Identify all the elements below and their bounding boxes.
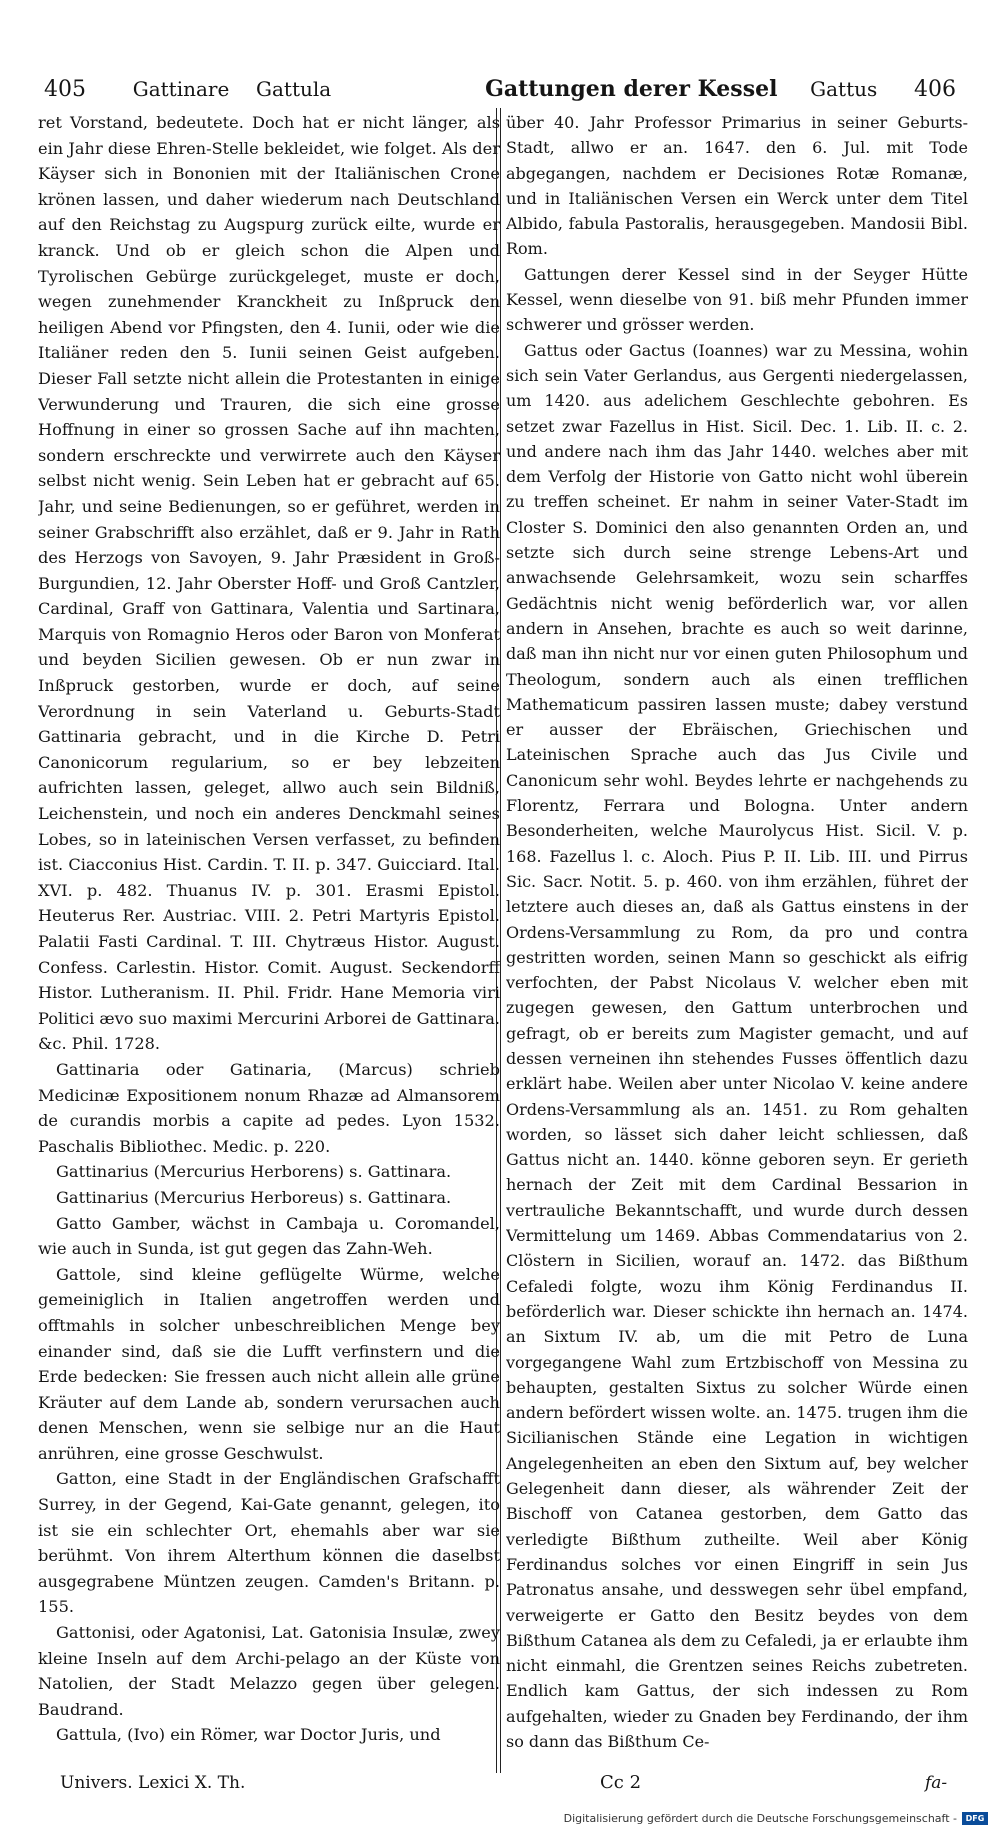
paragraph-text: ret Vorstand, bedeutete. Doch hat er nicht länger, als ein Jahr diese Ehren-Stelle bekleidet, wie folget. Als der Käyser sich in Bononien mit der Italiänischen Crone krönen lassen, und daher wiederum nach Deutschland auf den Reichstag zu Augspurg zurück eilte, wurde er kranck. Und ob er gleich schon die Alpen und Tyrolischen Gebürge zurückgeleget, muste er doch, wegen zunehmender Kranckheit zu Inßpruck den heiligen Abend vor Pfingsten, den 4. Iunii, oder wie die Italiäner reden den 5. Iunii seinen Geist aufgeben. Dieser Fall setzte nicht allein die Protestanten in einige Verwunderung und Trauren, die sich eine grosse Hoffnung in einer so grossen Sache auf ihn machten, sondern erschreckte und verwirrete auch den Käyser selbst nicht wenig. Sein Leben hat er gebracht auf 65. Jahr, und seine Bedienungen, so er geführet, werden in seiner Grabschrifft also erzählet, daß er 9. Jahr in Rath des Herzogs von Savoyen, 9. Jahr Præsident in Groß-Burgundien, 12. Jahr Oberster Hoff- und Groß Cantzler, Cardinal, Graff von Gattinara, Valentia und Sartinara, Marquis von Romagnio Heros oder Baron von Monferat und beyden Sicilien gewesen. Ob er nun zwar in Inßpruck gestorben, wurde er doch, auf seine Verordnung in sein Vaterland u. Geburts-Stadt Gattinaria gebracht, und in die Kirche D. Petri Canonicorum regularium, so er bey lebzeiten aufrichten lassen, geleget, allwo auch sein Bildniß, Leichenstein, und noch ein anderes Denckmahl seines Lobes, so in lateinischen Versen verfasset, zu befinden ist. Ciacconius Hist. Cardin. T. II. p. 347. Guicciard. Ital. XVI. p. 482. Thuanus IV. p. 301. Erasmi Epistol. Heuterus Rer. Austriac. VIII. 2. Petri Martyris Epistol. Palatii Fasti Cardinal. T. III. Chytræus Histor. August. Confess. Carlestin. Histor. Comit. August. Seckendorff Histor. Lutheranism. II. Phil. Fridr. Hane Memoria viri Politici ævo suo maximi Mercurini Arborei de Gattinara. &c. Phil. 1728.: [38, 113, 500, 1054]
paragraph: [38, 1211, 500, 1262]
paragraph-text: Gattole, sind kleine geflügelte Würme, welche gemeiniglich in Italien angetroffen werden und offtmahls in solcher unbeschreiblichen Menge bey einander sind, daß sie die Lufft verfinstern und die Erde bedecken: Sie fressen auch nicht allein alle grüne Kräuter auf dem Lande ab, sondern verursachen auch denen Menschen, wenn sie selbige nur an die Haut anrühren, eine grosse Geschwulst.: [38, 1264, 500, 1463]
digitization-credit: Digitalisierung gefördert durch die Deutsche Forschungsgemeinschaft -: [563, 1812, 957, 1825]
paragraph-text: Gattungen derer Kessel sind in der Seyger Hütte Kessel, wenn dieselbe von 91. biß mehr Pfunden immer schwerer und grösser werden.: [506, 264, 968, 335]
digitization-footer: [564, 1812, 988, 1825]
paragraph-text: Gattonisi, oder Agatonisi, Lat. Gatonisia Insulæ, zwey kleine Inseln auf dem Archi-pelago an der Küste von Natolien, der Stadt Melazzo gegen über gelegen. Baudrand.: [38, 1623, 500, 1719]
left-column: [38, 110, 500, 1765]
paragraph: [38, 1159, 500, 1185]
paragraph: [38, 1620, 500, 1722]
dfg-logo: DFG: [962, 1812, 988, 1825]
header-right: [485, 78, 960, 101]
paragraph: [38, 1057, 500, 1159]
paragraph: [38, 1262, 500, 1467]
paragraph-text: Gattinarius (Mercurius Herborens) s. Gattinara.: [56, 1162, 452, 1182]
column-divider: [500, 108, 501, 1773]
paragraph: [38, 1185, 500, 1211]
paragraph-text: über 40. Jahr Professor Primarius in seiner Geburts-Stadt, allwo er an. 1647. den 6. Jul. mit Tode abgegangen, nachdem er Decisiones Rotæ Romanæ, und in Italiänischen Versen ein Werck unter dem Titel Albido, fabula Pastoralis, herausgegeben. Mandosii Bibl. Rom.: [506, 113, 968, 259]
volume-note: Univers. Lexici X. Th.: [60, 1773, 246, 1793]
left-page-number: 405: [44, 77, 86, 102]
left-catchword-2: Gattula: [256, 77, 332, 101]
paragraph: [506, 110, 968, 262]
right-column: [506, 110, 968, 1765]
paragraph-text: Gattinarius (Mercurius Herboreus) s. Gattinara.: [56, 1187, 452, 1207]
paragraph: [506, 262, 968, 338]
header-left: [40, 78, 331, 101]
left-catchword-1: Gattinare: [132, 77, 230, 101]
right-catchword: Gattus: [810, 77, 878, 101]
catchword-custos: fa-: [925, 1773, 948, 1793]
paragraph-text: Gatton, eine Stadt in der Engländischen Grafschafft Surrey, in der Gegend, Kai-Gate genannt, gelegen, ito ist sie ein schlechter Ort, ehemahls aber war sie berühmt. Von ihrem Alterthum können die daselbst ausgegrabene Müntzen zeugen. Camden's Britann. p. 155.: [38, 1469, 500, 1617]
signature-mark: Cc 2: [600, 1772, 642, 1793]
paragraph: [38, 1466, 500, 1620]
right-page-number: 406: [914, 77, 956, 102]
paragraph-text: Gattinaria oder Gatinaria, (Marcus) schrieb Medicinæ Expositionem nonum Rhazæ ad Almansorem de curandis morbis a capite ad pedes. Lyon 1532. Paschalis Bibliothec. Medic. p. 220.: [38, 1059, 500, 1156]
paragraph: [506, 338, 968, 1755]
paragraph: [38, 1722, 500, 1748]
right-header-title: Gattungen derer Kessel: [485, 76, 778, 102]
paragraph-text: Gattula, (Ivo) ein Römer, war Doctor Juris, und: [56, 1725, 441, 1745]
paragraph: [38, 110, 500, 1057]
paragraph-text: Gattus oder Gactus (Ioannes) war zu Messina, wohin sich sein Vater Gerlandus, aus Gergenti niedergelassen, um 1420. aus adelichem Geschlechte gebohren. Es setzet zwar Fazellus in Hist. Sicil. Dec. 1. Lib. II. c. 2. und andere nach ihm das Jahr 1440. welches aber mit dem Verfolg der Historie von Gatto nicht wohl überein zu treffen scheinet. Er nahm in seiner Vater-Stadt im Closter S. Dominici den also genannten Orden an, und setzte sich durch seine strenge Lebens-Art und anwachsende Gelehrsamkeit, wozu sein scharffes Gedächtnis nicht wenig beförderlich war, vor allen andern in Ansehen, brachte es auch so weit darinne, daß man ihn nicht nur vor einen guten Philosophum und Theologum, sondern auch als einen trefflichen Mathematicum passiren lassen muste; dabey verstund er ausser der Ebräischen, Griechischen und Lateinischen Sprache auch das Jus Civile und Canonicum sehr wohl. Beydes lehrte er nachgehends zu Florentz, Ferrara und Bologna. Unter andern Besonderheiten, welche Maurolycus Hist. Sicil. V. p. 168. Fazellus l. c. Aloch. Pius P. II. Lib. III. und Pirrus Sic. Sacr. Notit. 5. p. 460. von ihm erzählen, führet der letztere auch dieses an, daß als Gattus einstens in der Ordens-Versammlung zu Rom, da pro und contra gestritten worden, seinen Mann so geschickt als eifrig verfochten, der Pabst Nicolaus V. welcher eben mit zugegen gewesen, den Gattum unterbrochen und gefragt, ob er bereits zum Magister gemacht, und auf dessen verneinen ihn stehendes Fusses öffentlich dazu erklärt habe. Weilen aber unter Nicolao V. keine andere Ordens-Versammlung als an. 1451. zu Rom gehalten worden, so lässet sich daher leicht schliessen, daß Gattus nicht an. 1440. könne geboren seyn. Er gerieth hernach der Zeit mit dem Cardinal Bessarion in vertrauliche Bekanntschafft, und wurde durch dessen Vermittelung um 1469. Abbas Commendatarius von 2. Clöstern in Sicilien, worauf an. 1472. das Bißthum Cefaledi folgte, wozu ihm König Ferdinandus II. beförderlich war. Dieser schickte ihn hernach an. 1474. an Sixtum IV. ab, um die mit Petro de Luna vorgegangene Wahl zum Ertzbischoff von Messina zu behaupten, gestalten Sixtus zu solcher Würde einen andern befördert wissen wolte. an. 1475. trugen ihm die Sicilianischen Stände eine Legation in wichtigen Angelegenheiten an eben den Sixtum auf, bey welcher Gelegenheit dann dieser, als währender Zeit der Bischoff von Catanea gestorben, dem Gatto das verledigte Bißthum zutheilte. Weil aber König Ferdinandus solches vor einen Eingriff in sein Jus Patronatus ansahe, und desswegen sehr übel empfand, verweigerte er Gatto den Besitz beydes von dem Bißthum Catanea als dem zu Cefaledi, ja er erlaubte ihm nicht einmahl, die Grentzen seines Reichs zubetreten. Endlich kam Gattus, der sich indessen zu Rom aufgehalten, wieder zu Gnaden bey Ferdinando, der ihm so dann das Bißthum Ce-: [506, 340, 968, 1751]
paragraph-text: Gatto Gamber, wächst in Cambaja u. Coromandel, wie auch in Sunda, ist gut gegen das Zahn-Weh.: [38, 1213, 500, 1259]
